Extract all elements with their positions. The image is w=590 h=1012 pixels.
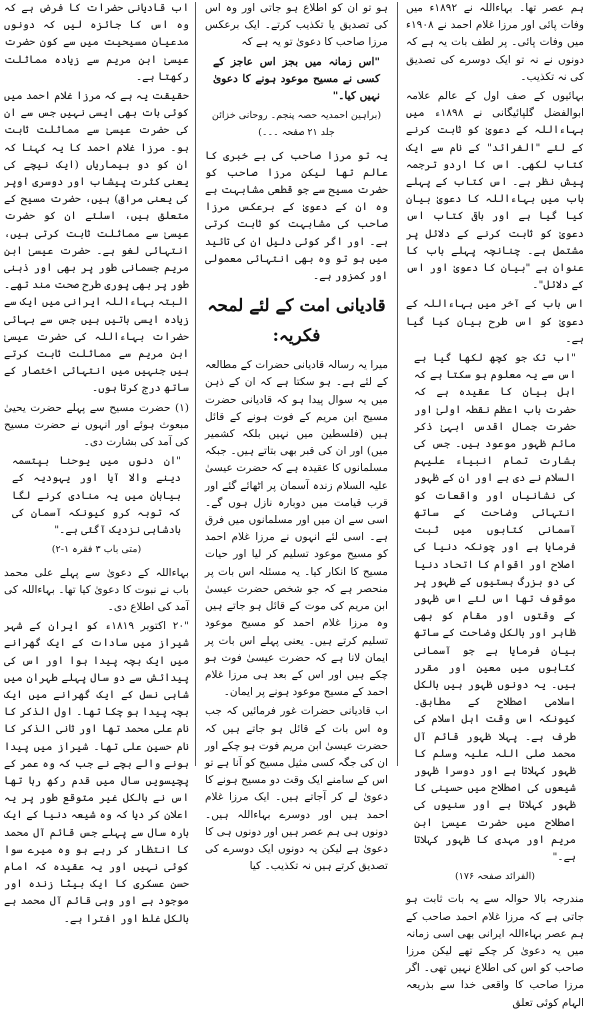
quotation: "ان دنوں میں یوحنا بپتسمہ دینے والا آیا اور یہودیہ کے بیابان میں یہ منادی کرنے لگا کہ توبہ کرو کیونکہ آسمان کی بادشاہی نزدیک آگئی ہے۔" [12, 455, 181, 537]
citation: (براہین احمدیہ حصہ پنجم۔ روحانی خزائن جلد ۲۱ صفحہ ۔۔۔) [211, 110, 382, 139]
column-right [400, 0, 588, 1009]
column-left [2, 0, 193, 925]
section-heading: قادیانی امت کے لئے لمحہ فکریہ: [207, 296, 386, 347]
quotation: "اب تک جو کچھ لکھا گیا ہے اس سے یہ معلوم ہو سکتا ہے کہ اہل بیان کا عقیدہ ہے کہ حضرت باب اعظم نقطہ اولیٰ اور حضرت جمال اقدس ابہیٰ ذکر مائم ظہور موعود ہیں۔ جس کی بشارت تمام انبیاء علیہم السلام نے دی ہے اور ان کے ظہور کی نشانیاں اور واقعات کو انتہائی وضاحت کے ساتھ آسمانی کتابوں میں ثبت فرمایا ہے اور چونکہ دنیا کی اصلاح اور اقوام کا اتحاد دنیا کی دو بزرگ ہستیوں کے ظہور پر موقوف تھا اس لئے اس ظہور کے وقتوں اور مقام کو بھی ظاہر اور بالکل وضاحت کے ساتھ بیان فرمایا ہے جو آسمانی کتابوں میں معین اور مقرر ہیں۔ یہ دونوں ظہور ہیں بالکل اسلامی اصطلاح کے مطابق۔ کیونکہ اس وقت اہل اسلام کی طرف ہے۔ پہلا ظہور قائم آل محمد صلی اللہ علیہ وسلم کا ظہور کہلاتا ہے اور دوسرا ظہور شیعوں کی اصطلاح میں حسینی کا ظہور کہلاتا ہے اور سنیوں کی اصطلاح میں حضرت عیسیٰ ابن مریم اور مہدی کا ظہور کہلاتا ہے۔" [414, 352, 576, 863]
citation: (متی باب ۳ فقرہ ۱-۲) [51, 544, 142, 556]
paragraph: بہاءاللہ کے دعویٰ سے پہلے علی محمد باب نے نبوت کا دعویٰ کیا تھا۔ بہاءاللہ کی آمد کی اطلاع دی۔ [4, 566, 189, 613]
paragraph: اب قادیانی حضرات کا فرض ہے کہ وہ اس کا جائزہ لیں کہ دونوں مدعیان مسیحیت میں سے کون حضرت عیسیٰ ابن مریم سے زیادہ مماثلت رکھتا ہے۔ [4, 2, 189, 83]
paragraph: مندرجہ بالا حوالہ سے یہ بات ثابت ہو جاتی ہے کہ مرزا غلام احمد صاحب کے ہم عصر بہاءاللہ ایرانی بھی اسی زمانہ میں یہ دعویٰ کر چکے تھے لیکن مرزا صاحب کو اس کی اطلاع نہیں تھی۔ اگر مرزا صاحب کا واقعی خدا سے بذریعہ الہام کوئی تعلق [406, 893, 584, 1009]
paragraph: حقیقت یہ ہے کہ مرزا غلام احمد میں کوئی بات بھی ایسی نہیں جس سے ان کی حضرت عیسیٰ سے مماثلت ثابت ہو۔ مرزا غلام احمد کا یہ کہنا کہ ان کو دو بیماریاں (ایک نیچے کی یعنی کثرت پیشاب اور دوسری اوپر کی یعنی مراق) ہیں، حضرت مسیح کے متعلق ہیں، اسلئے ان کو حضرت عیسیٰ سے مماثلت ثابت کرتی ہیں، انتہائی لغو ہے۔ حضرت عیسیٰ ابن مریم جسمانی طور پر بھی اور ذہنی طور پر بھی پوری طرح صحت مند تھے۔ البتہ بہاءاللہ ایرانی میں ایک سے زیادہ ایسی باتیں ہیں جس سے بہائی حضرات بہاءاللہ کی حضرت عیسیٰ ابن مریم سے مماثلت ثابت کرتے ہیں جنہیں میں انتہائی اختصار کے ساتھ درج کرتا ہوں۔ [4, 90, 189, 395]
paragraph: ہم عصر تھا۔ بہاءاللہ نے ۱۸۹۲ء میں وفات پائی اور مرزا غلام احمد نے ۱۹۰۸ء میں وفات پائی۔ پر لطف بات یہ ہے کہ دونوں نے نہ تو ایک دوسرے کی تصدیق کی نہ تکذیب۔ [406, 2, 584, 83]
paragraph: میرا یہ رسالہ قادیانی حضرات کے مطالعہ کے لئے ہے۔ ہو سکتا ہے کہ ان کے ذہن میں یہ سوال پیدا ہو کہ قادیانی حضرت مسیح ابن مریم کے فوت ہونے کے قائل ہیں (فلسطین میں نہیں بلکہ کشمیر میں) اور ان کی قبر بھی بتاتے ہیں۔ جبکہ مسلمانوں کا عقیدہ ہے کہ حضرت عیسیٰ علیہ السلام زندہ آسمان پر اٹھائے گئے اور قرب قیامت میں دوبارہ نازل ہوں گے۔ اسی سے ان میں اور مسلمانوں میں فرق ہے۔ اسی لئے انہوں نے مرزا غلام احمد کو مسیح موعود تسلیم کر لیا اور حیات مسیح کا انکار کیا۔ یہ مسئلہ اس بات پر منحصر ہے کہ جو شخص حضرت عیسیٰ ابن مریم کی موت کے قائل ہو جاتے ہیں وہ مرزا غلام احمد کو مسیح موعود تسلیم کرتے ہیں۔ یعنی پہلے اس بات پر ایمان لانا ہے کہ حضرت عیسیٰ فوت ہو چکے ہیں اور اس کے بعد ہی مرزا غلام احمد کے مسیح موعود ہونے پر ایمان۔ [205, 359, 388, 699]
quotation: "اس زمانہ میں بجز اس عاجز کے کسی نے مسیح موعود ہونے کا دعویٰ نہیں کیا۔" [213, 55, 380, 103]
paragraph: ہو تو ان کو اطلاع ہو جاتی اور وہ اس کی تصدیق یا تکذیب کرتے۔ ایک برعکس مرزا صاحب کا دعویٰ تو یہ ہے کہ [205, 2, 388, 49]
paragraph: اب قادیانی حضرات غور فرمائیں کہ جب وہ اس بات کے قائل ہو جاتے ہیں کہ حضرت عیسیٰ ابن مریم فوت ہو چکے اور ان کی جگہ کسی مثیل مسیح کو آنا ہے تو اس کے سامنے ایک وقت دو مسیح ہونے کا دعویٰ لے کر آجاتے ہیں۔ ایک مرزا غلام احمد ہیں اور دوسرے بہاءاللہ ہیں۔ دونوں ہی ہم عصر ہیں اور دونوں ہی کا دعویٰ ہے لیکن یہ دونوں ایک دوسرے کی تصدیق کرتے ہیں نہ تکذیب۔ کیا [205, 705, 388, 873]
paragraph: بہائیوں کے صف اول کے عالم علامہ ابوالفضل گلپائیگانی نے ۱۸۹۸ء میں بہاءاللہ کے دعویٰ کو ثابت کرنے کے لئے "الفرائد" کے نام سے ایک کتاب لکھی۔ اس کا اردو ترجمہ پیش نظر ہے۔ اس کتاب کے پہلے باب میں بہاءاللہ کا دعویٰ بیان کیا گیا ہے اور باقی کتاب اس دعویٰ کو ثابت کرنے کے دلائل پر مشتمل ہے۔ چنانچہ پہلے باب کا عنوان ہے "بیان کا دعویٰ اور اس کے دلائل"۔ [406, 90, 584, 292]
numbered-item: (۱) حضرت مسیح سے پہلے حضرت یحییٰ مبعوث ہوئے اور انہوں نے حضرت مسیح کی آمد کی بشارت دی۔ [4, 401, 189, 449]
citation: (الفرائد صفحہ ۱۷۶) [455, 871, 535, 883]
column-divider [195, 2, 196, 766]
paragraph: اس باب کے آخر میں بہاءاللہ کے دعویٰ کو اس طرح بیان کیا گیا ہے۔ [406, 298, 584, 345]
column-divider [397, 2, 398, 766]
column-middle [199, 0, 394, 873]
paragraph: "۲۰ اکتوبر ۱۸۱۹ء کو ایران کے شہر شیراز میں سادات کے ایک گھرانے میں ایک بچہ پیدا ہوا اور اس کی پیدائش سے دو سال پہلے طہران میں شاہی نسل کے ایک گھرانے میں ایک بچہ پیدا ہو چکا تھا۔ اول الذکر کا نام علی محمد تھا اور ثانی الذکر کا نام حسین علی تھا۔ شیراز میں پیدا ہونے والے بچے نے جب کہ وہ عمر کے پچیسویں سال میں قدم رکھ رہا تھا اس نے بالکل غیر متوقع طور پر یہ اعلان کر دیا کہ وہ شیعہ دنیا کے ایک بارہ سال سے پہلے جس قائم آل محمد کا انتظار کر رہے ہو وہ میرے سوا کوئی نہیں اور یہ عقیدہ کہ امام حسن عسکری کا ایک بیٹا زندہ اور موجود ہے اور وہی قائم آل محمد ہے بالکل غلط اور افترا ہے۔ [4, 620, 190, 925]
paragraph: یہ تو مرزا صاحب کی بے خبری کا عالم تھا لیکن مرزا صاحب کو حضرت مسیح سے جو قطعی مشابہت ہے وہ ان کے دعویٰ کے برعکس مرزا صاحب کی مشابہت کو ثابت کرتی ہے۔ اور اگر کوئی دلیل ان کی تائید میں ہو تو وہ بھی انتہائی معمولی اور کمزور ہے۔ [205, 149, 388, 283]
